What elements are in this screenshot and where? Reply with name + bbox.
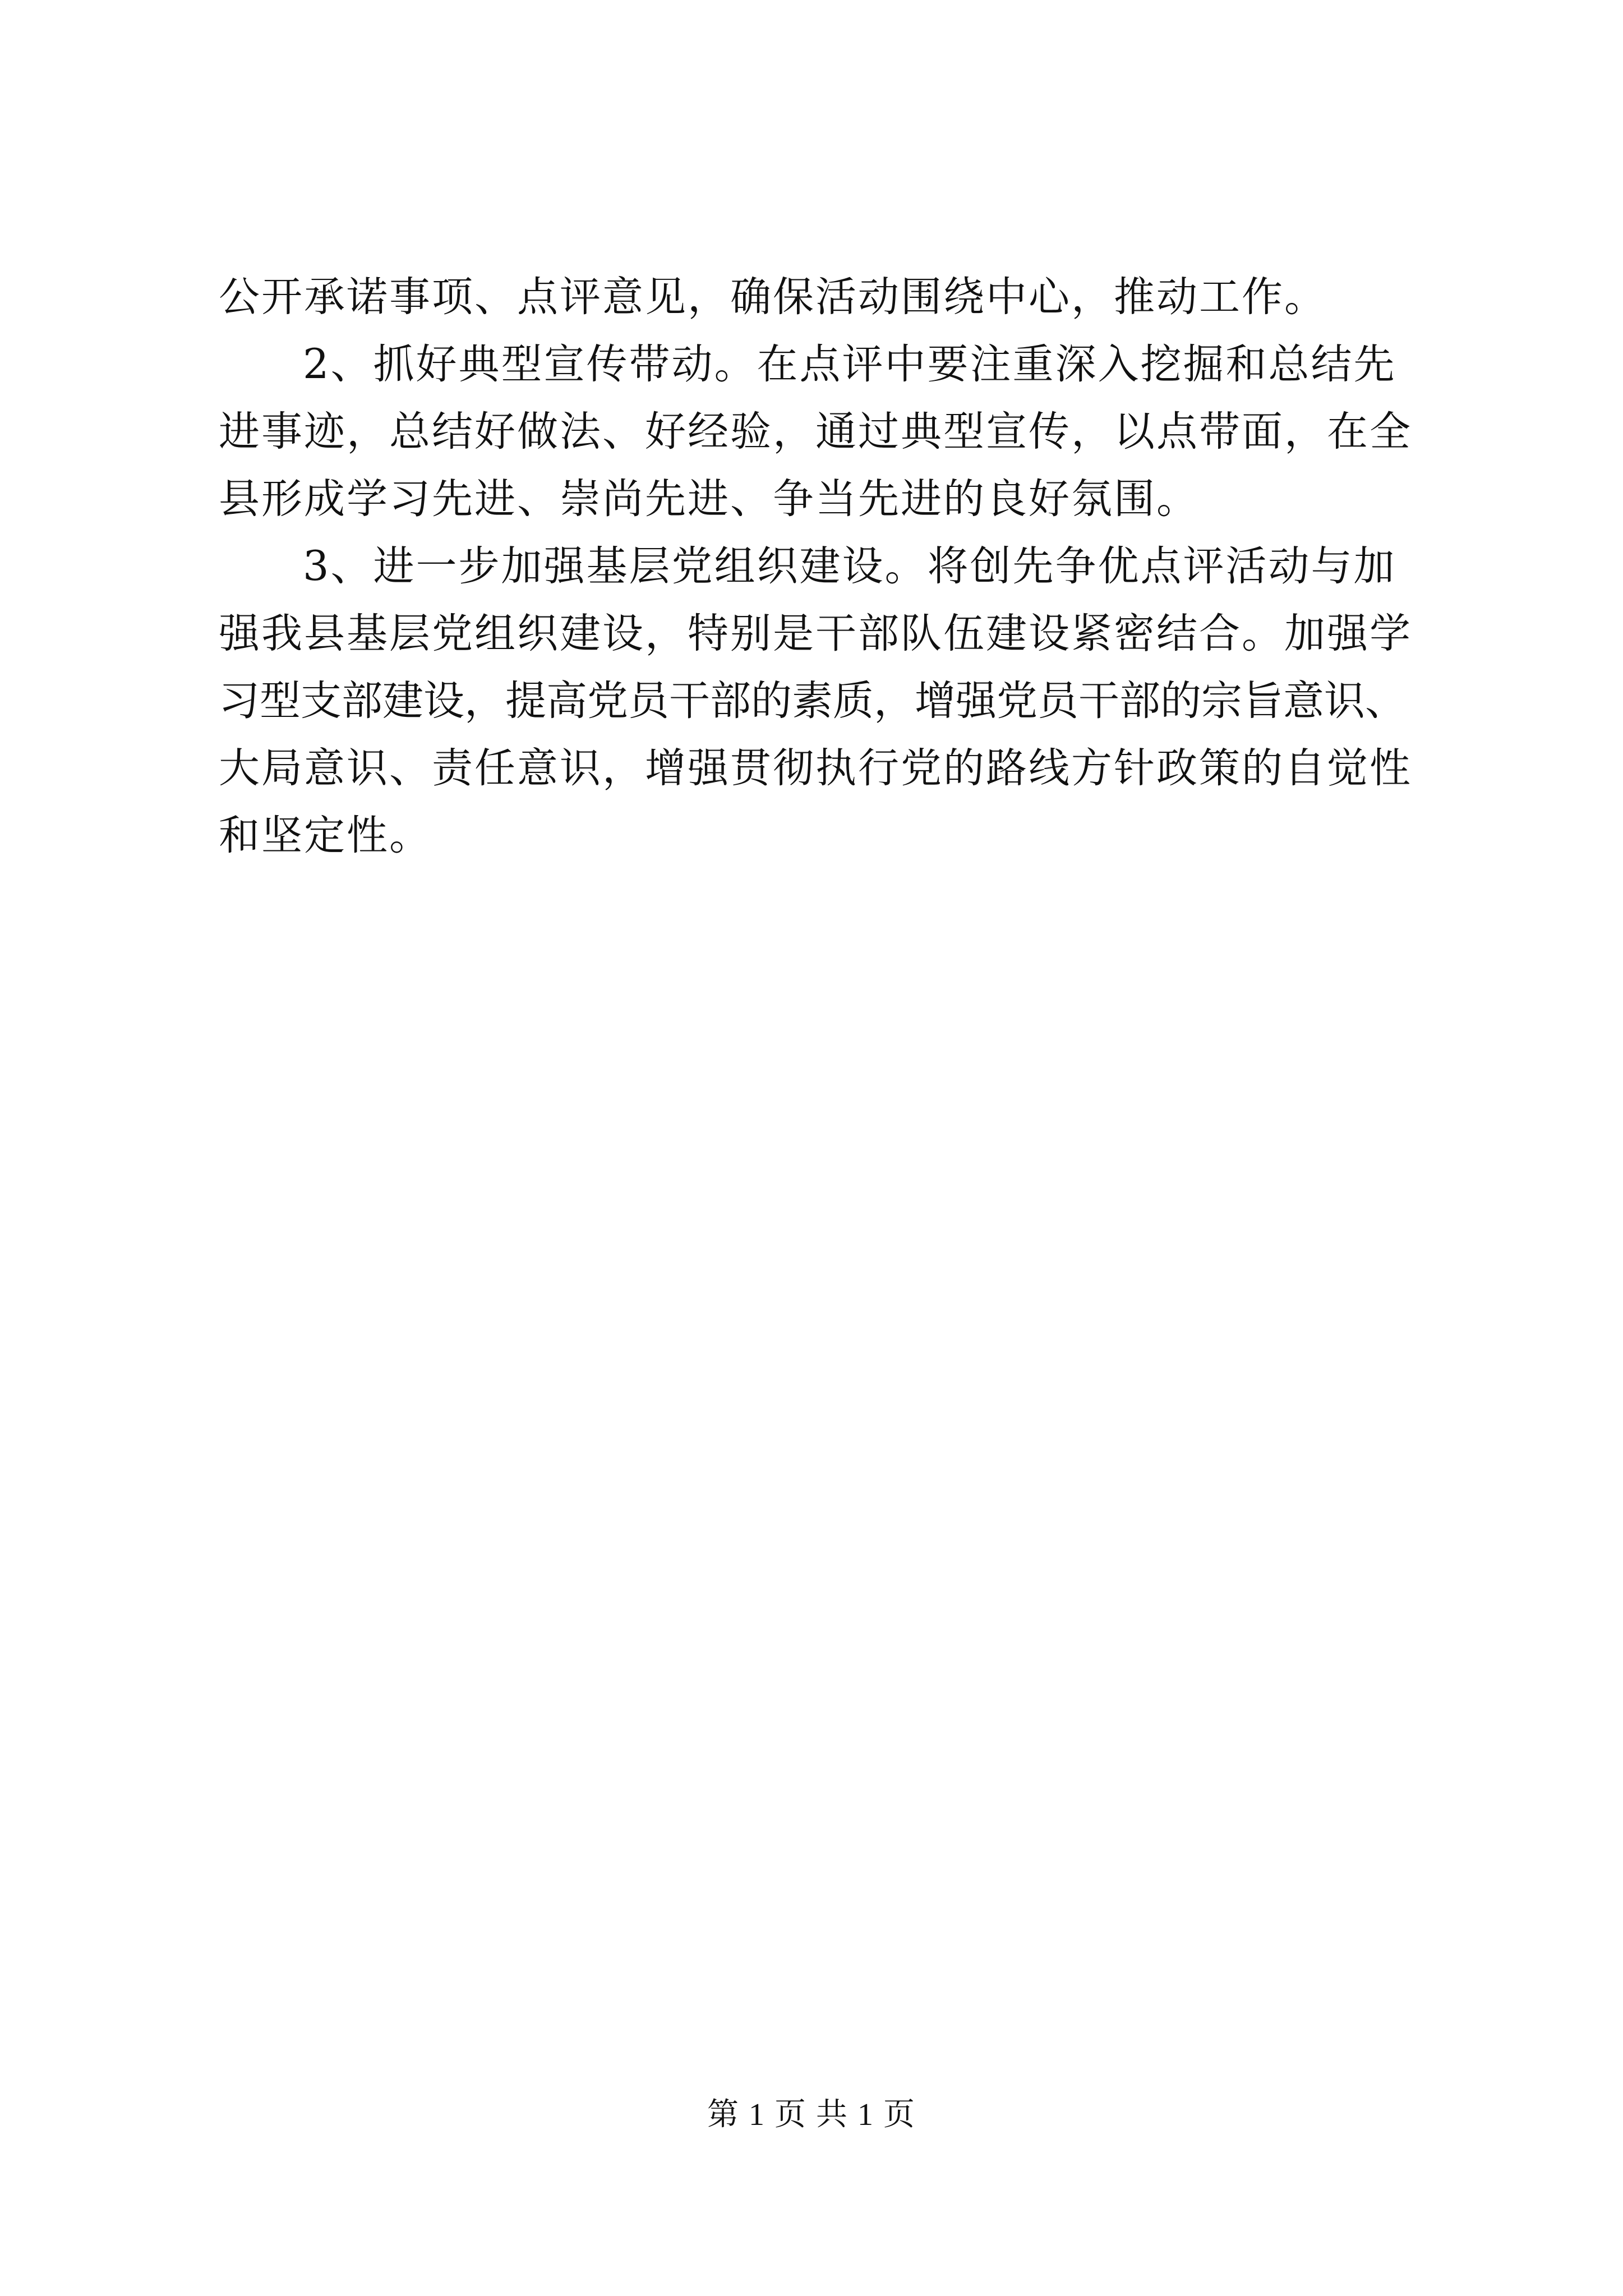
- paragraph-2-line-1: 2、抓好典型宣传带动。在点评中要注重深入挖掘和总结先: [303, 341, 1396, 388]
- paragraph-3-line-5: 和坚定性。: [219, 812, 432, 859]
- page-number-footer: 第 1 页 共 1 页: [707, 2097, 916, 2132]
- document-body: [219, 264, 1424, 869]
- paragraph-3-line-3: 习型支部建设，提高党员干部的素质，增强党员干部的宗旨意识、: [219, 677, 1406, 725]
- paragraph-1-line-1: 公开承诺事项、点评意见，确保活动围绕中心，推动工作。: [219, 273, 1327, 321]
- paragraph-3-line-1: 3、进一步加强基层党组织建设。将创先争优点评活动与加: [303, 542, 1396, 590]
- paragraph-3-line-4: 大局意识、责任意识，增强贯彻执行党的路线方针政策的自觉性: [219, 744, 1412, 792]
- paragraph-2-line-2: 进事迹，总结好做法、好经验，通过典型宣传，以点带面，在全: [219, 408, 1412, 455]
- paragraph-2-line-3: 县形成学习先进、崇尚先进、争当先进的良好氛围。: [219, 475, 1199, 523]
- paragraph-3-line-2: 强我县基层党组织建设，特别是干部队伍建设紧密结合。加强学: [219, 610, 1412, 657]
